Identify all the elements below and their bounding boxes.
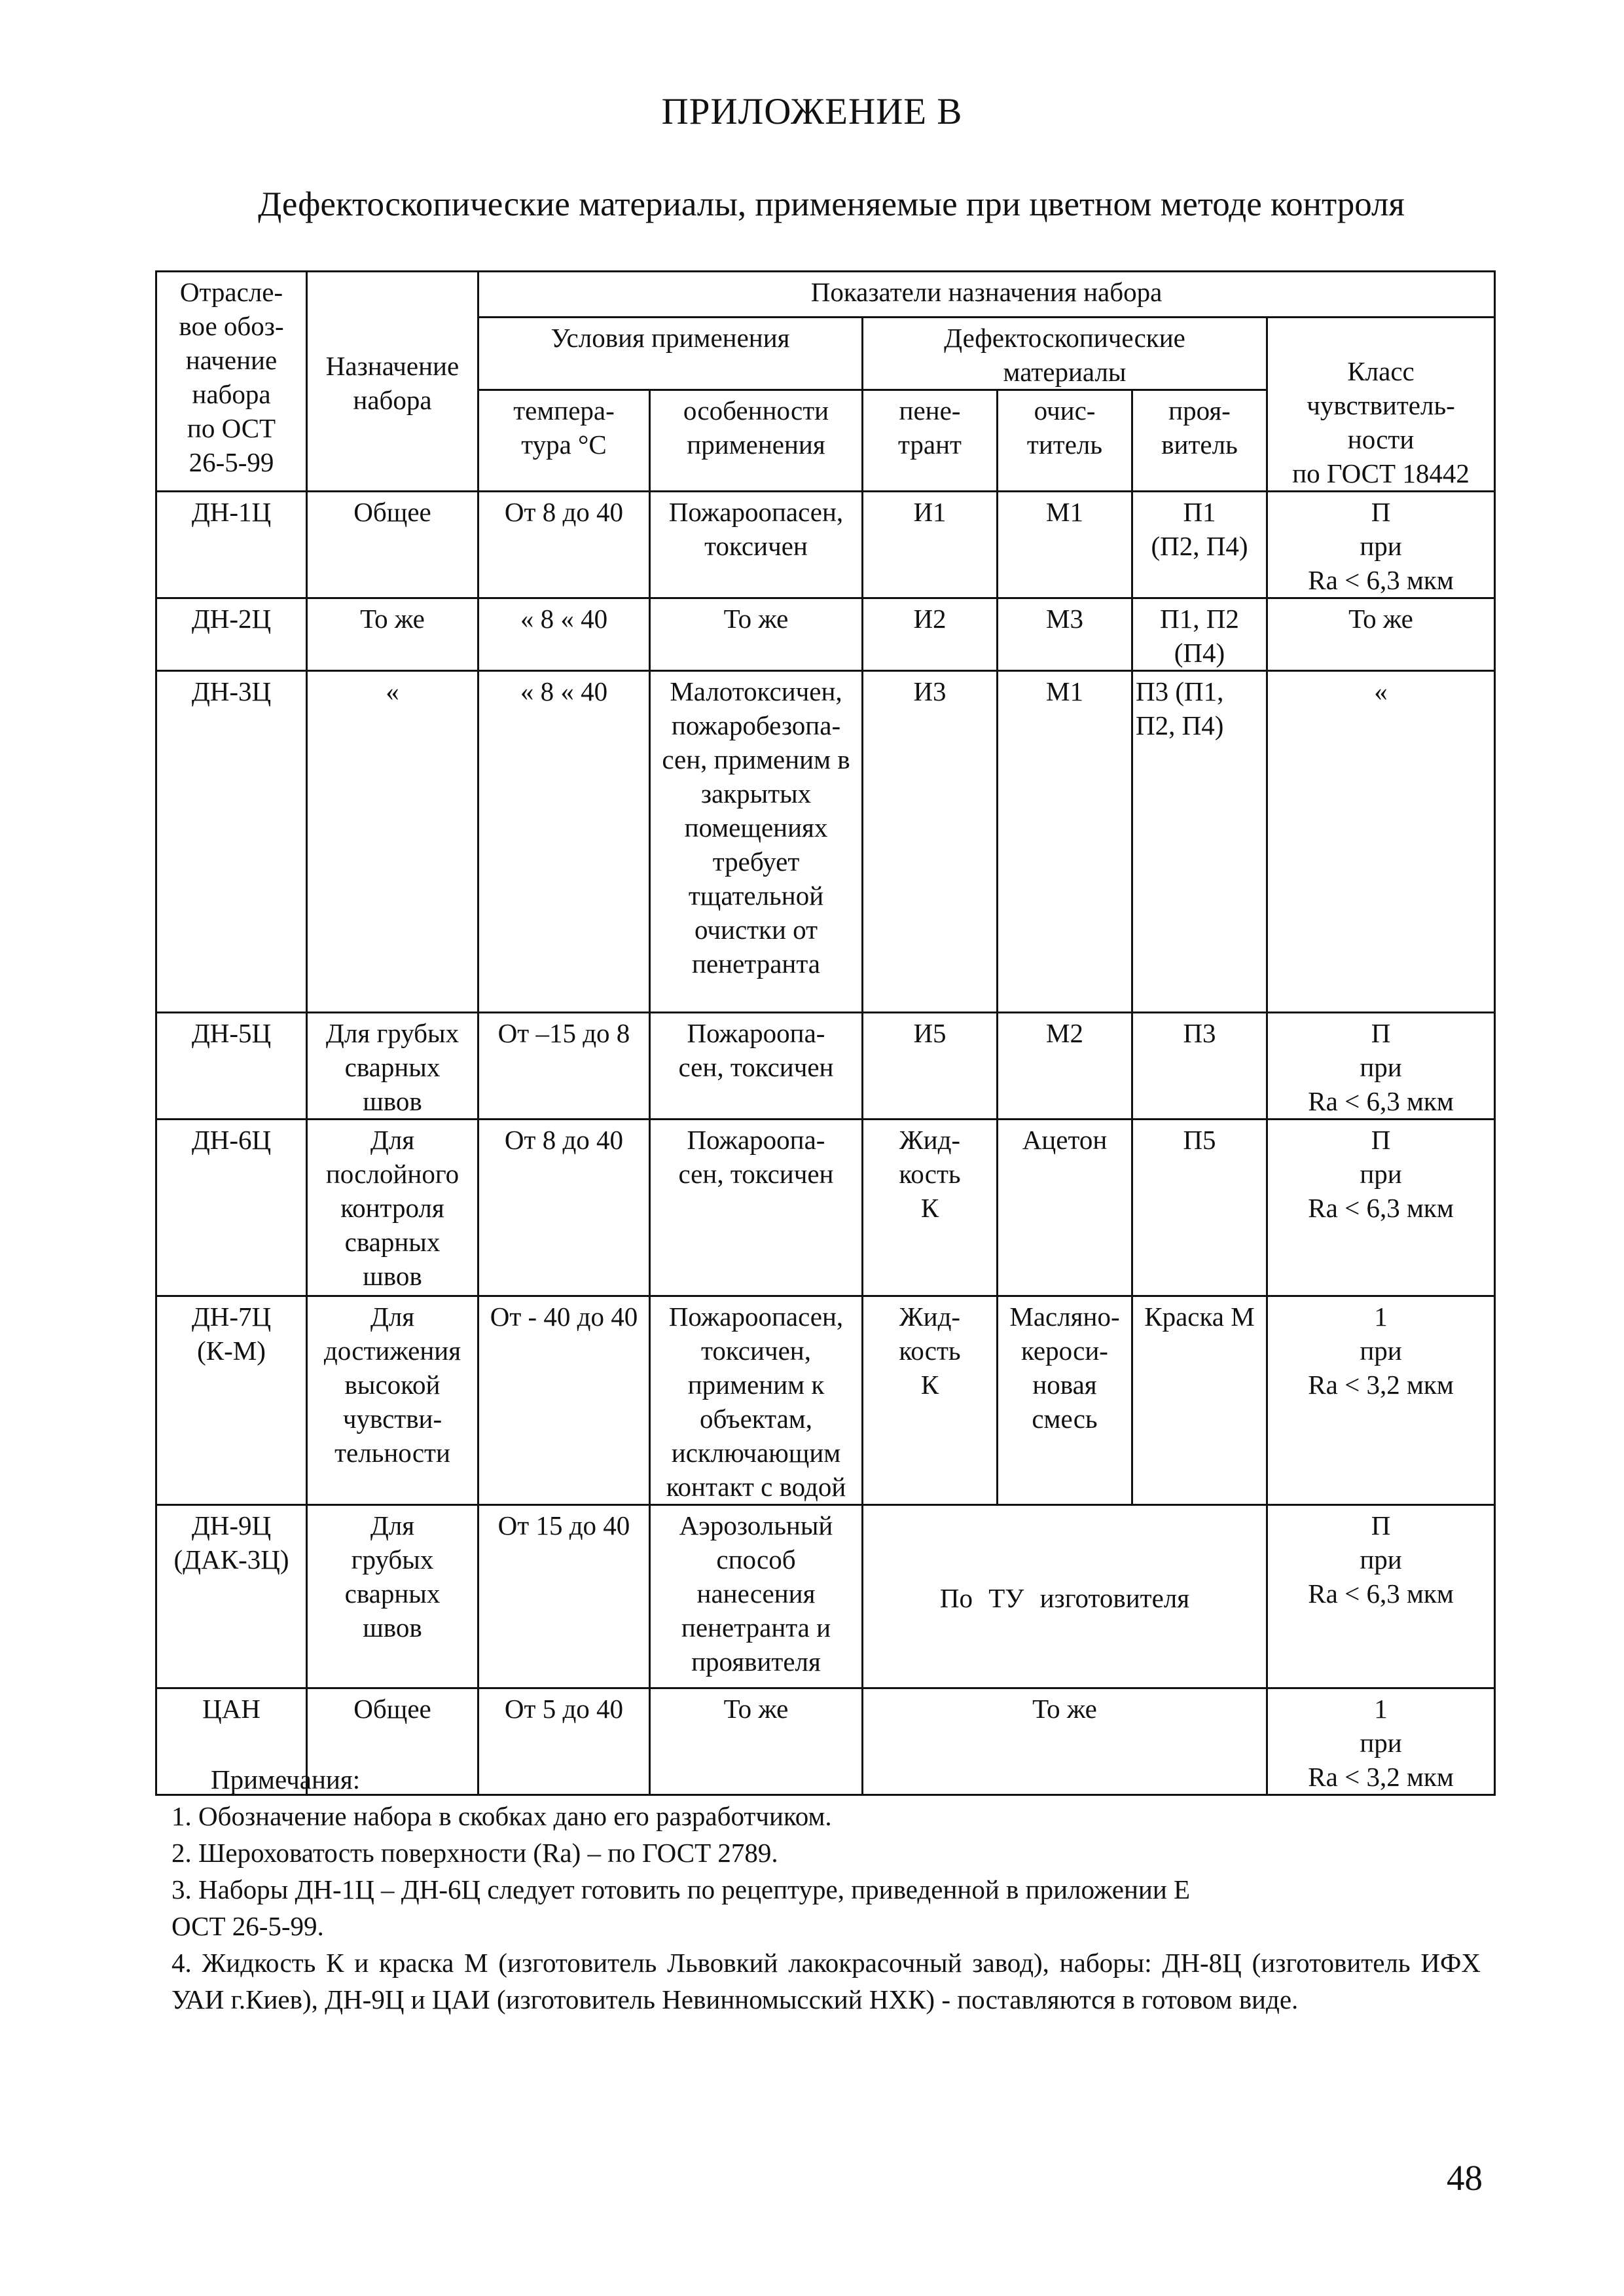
- table-row: [156, 1505, 1495, 1688]
- cell-temperature: « 8 « 40: [478, 598, 650, 671]
- header-sensitivity: Класс чувствитель- ности по ГОСТ 18442: [1267, 318, 1495, 492]
- cell-penetrant: И2: [863, 598, 998, 671]
- note-item: 1. Обозначение набора в скобках дано его разработчиком.: [171, 1801, 832, 1831]
- notes-title: Примечания:: [211, 1764, 361, 1795]
- cell-penetrant: И1: [863, 492, 998, 598]
- cell-materials-merged: То же: [863, 1688, 1267, 1795]
- cell-cleaner: М1: [998, 492, 1132, 598]
- cell-developer: П1, П2 (П4): [1132, 598, 1267, 671]
- table-row: [156, 671, 1495, 1013]
- cell-developer: Краска М: [1132, 1296, 1267, 1505]
- cell-temperature: От - 40 до 40: [478, 1296, 650, 1505]
- header-purpose: Назначение набора: [307, 272, 478, 492]
- cell-temperature: От 8 до 40: [478, 492, 650, 598]
- cell-sensitivity: «: [1267, 671, 1495, 1013]
- table-row: [156, 1120, 1495, 1296]
- cell-penetrant: Жид- кость К: [863, 1120, 998, 1296]
- cell-penetrant: И3: [863, 671, 998, 1013]
- header-designation: Отрасле- вое обоз- начение набора по ОСТ 26-5-99: [156, 272, 307, 492]
- header-indicators: Показатели назначения набора: [478, 272, 1495, 318]
- page-title: ПРИЛОЖЕНИЕ В: [661, 91, 963, 132]
- cell-purpose: Для грубых сварных швов: [307, 1505, 478, 1688]
- cell-cleaner: М1: [998, 671, 1132, 1013]
- cell-temperature: От 15 до 40: [478, 1505, 650, 1688]
- cell-developer: П5: [1132, 1120, 1267, 1296]
- cell-designation: ЦАН: [156, 1688, 307, 1795]
- cell-features: Пожароопа- сен, токсичен: [650, 1013, 863, 1120]
- cell-sensitivity: То же: [1267, 598, 1495, 671]
- cell-sensitivity: П при Ra < 6,3 мкм: [1267, 492, 1495, 598]
- cell-sensitivity: 1 при Ra < 3,2 мкм: [1267, 1296, 1495, 1505]
- cell-temperature: « 8 « 40: [478, 671, 650, 1013]
- cell-designation: ДН-1Ц: [156, 492, 307, 598]
- cell-designation: ДН-9Ц (ДАК-3Ц): [156, 1505, 307, 1688]
- cell-features: Пожароопасен, токсичен, применим к объектам, исключающим контакт с водой: [650, 1296, 863, 1505]
- cell-designation: ДН-2Ц: [156, 598, 307, 671]
- cell-penetrant: И5: [863, 1013, 998, 1120]
- table-row: [156, 1296, 1495, 1505]
- cell-cleaner: Масляно- кероси- новая смесь: [998, 1296, 1132, 1505]
- cell-sensitivity: П при Ra < 6,3 мкм: [1267, 1013, 1495, 1120]
- table-row: [156, 492, 1495, 598]
- page-number: 48: [1447, 2158, 1483, 2198]
- header-temperature: темпера- тура °С: [478, 390, 650, 492]
- page-subtitle: Дефектоскопические материалы, применяемые при цветном методе контроля: [258, 185, 1405, 223]
- header-penetrant: пене- трант: [863, 390, 998, 492]
- materials-table: [155, 270, 1496, 1796]
- cell-purpose: Общее: [307, 492, 478, 598]
- note-item: 2. Шероховатость поверхности (Ra) – по ГОСТ 2789.: [171, 1838, 778, 1868]
- cell-purpose: Для грубых сварных швов: [307, 1013, 478, 1120]
- cell-developer: П3: [1132, 1013, 1267, 1120]
- header-cleaner: очис- титель: [998, 390, 1132, 492]
- cell-cleaner: М2: [998, 1013, 1132, 1120]
- cell-designation: ДН-7Ц (К-М): [156, 1296, 307, 1505]
- cell-sensitivity: П при Ra < 6,3 мкм: [1267, 1505, 1495, 1688]
- header-conditions: Условия применения: [478, 318, 863, 390]
- cell-features: То же: [650, 1688, 863, 1795]
- cell-purpose: Общее: [307, 1688, 478, 1795]
- notes: [171, 1761, 1481, 2018]
- cell-temperature: От 5 до 40: [478, 1688, 650, 1795]
- table-row: [156, 1013, 1495, 1120]
- cell-sensitivity: П при Ra < 6,3 мкм: [1267, 1120, 1495, 1296]
- cell-features: То же: [650, 598, 863, 671]
- header-features: особенности применения: [650, 390, 863, 492]
- cell-penetrant: Жид- кость К: [863, 1296, 998, 1505]
- header-materials: Дефектоскопические материалы: [863, 318, 1267, 390]
- cell-designation: ДН-3Ц: [156, 671, 307, 1013]
- cell-temperature: От 8 до 40: [478, 1120, 650, 1296]
- cell-features: Аэрозольный способ нанесения пенетранта и проявителя: [650, 1505, 863, 1688]
- cell-materials-merged: По ТУ изготовителя: [863, 1505, 1267, 1688]
- note-item: 3. Наборы ДН-1Ц – ДН-6Ц следует готовить по рецептуре, приведенной в приложении Е ОСТ 26-5-99.: [171, 1874, 1191, 1941]
- note-item: 4. Жидкость К и краска М (изготовитель Львовкий лакокрасочный завод), наборы: ДН-8Ц (изготовитель ИФХ УАИ г.Киев), ДН-9Ц и ЦАИ (изготовитель Невинномысский НХК) - поставляются в готовом виде.: [171, 1948, 1481, 2014]
- cell-features: Малотоксичен, пожаробезопа- сен, применим в закрытых помещениях требует тщательной очистки от пенетранта: [650, 671, 863, 1013]
- cell-cleaner: Ацетон: [998, 1120, 1132, 1296]
- cell-purpose: Для послойного контроля сварных швов: [307, 1120, 478, 1296]
- cell-designation: ДН-6Ц: [156, 1120, 307, 1296]
- cell-developer: П1 (П2, П4): [1132, 492, 1267, 598]
- header-developer: проя- витель: [1132, 390, 1267, 492]
- cell-sensitivity: 1 при Ra < 3,2 мкм: [1267, 1688, 1495, 1795]
- cell-purpose: То же: [307, 598, 478, 671]
- cell-developer: П3 (П1, П2, П4): [1132, 671, 1267, 1013]
- cell-purpose: «: [307, 671, 478, 1013]
- cell-designation: ДН-5Ц: [156, 1013, 307, 1120]
- cell-cleaner: М3: [998, 598, 1132, 671]
- cell-temperature: От –15 до 8: [478, 1013, 650, 1120]
- cell-features: Пожароопа- сен, токсичен: [650, 1120, 863, 1296]
- cell-purpose: Для достижения высокой чувстви- тельности: [307, 1296, 478, 1505]
- cell-features: Пожароопасен, токсичен: [650, 492, 863, 598]
- table-row: [156, 598, 1495, 671]
